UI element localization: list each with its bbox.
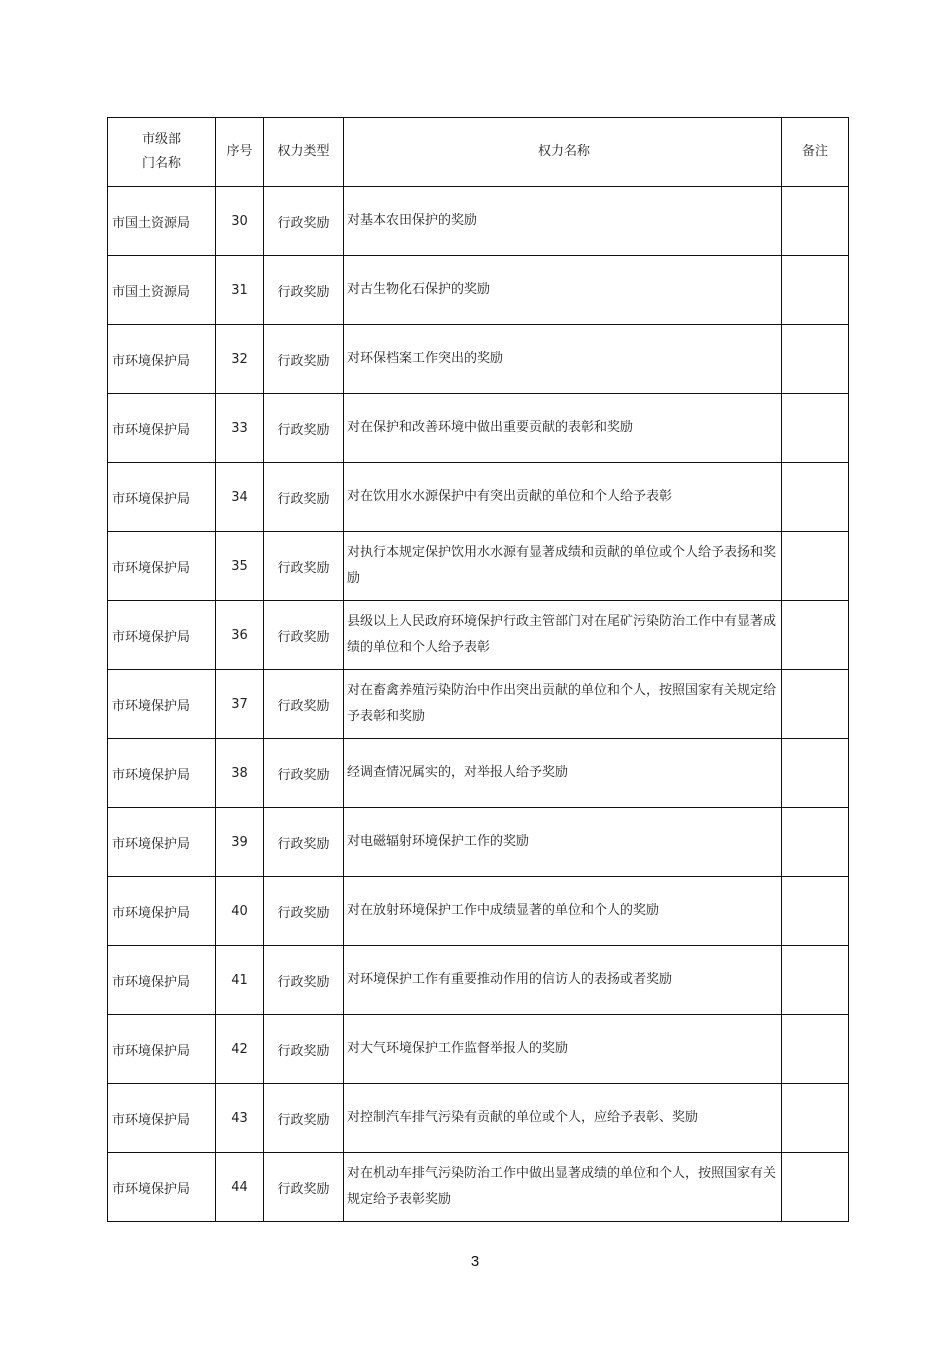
cell-note — [782, 187, 849, 256]
cell-name: 县级以上人民政府环境保护行政主管部门对在尾矿污染防治工作中有显著成绩的单位和个人给予表彰 — [344, 601, 782, 670]
cell-no: 42 — [216, 1015, 264, 1084]
header-dept — [108, 118, 216, 187]
cell-no: 41 — [216, 946, 264, 1015]
cell-no: 32 — [216, 325, 264, 394]
cell-type: 行政奖励 — [264, 187, 344, 256]
cell-note — [782, 256, 849, 325]
cell-no: 35 — [216, 532, 264, 601]
cell-name: 对古生物化石保护的奖励 — [344, 256, 782, 325]
table-header-row — [108, 118, 849, 187]
cell-note — [782, 463, 849, 532]
cell-no: 40 — [216, 877, 264, 946]
cell-dept: 市环境保护局 — [108, 808, 216, 877]
cell-no: 37 — [216, 670, 264, 739]
cell-name: 对执行本规定保护饮用水水源有显著成绩和贡献的单位或个人给予表扬和奖励 — [344, 532, 782, 601]
cell-no: 36 — [216, 601, 264, 670]
cell-type: 行政奖励 — [264, 877, 344, 946]
cell-type: 行政奖励 — [264, 256, 344, 325]
cell-dept: 市环境保护局 — [108, 1015, 216, 1084]
header-dept-line2: 门名称 — [141, 156, 181, 171]
power-list-table — [107, 117, 849, 1222]
cell-no: 39 — [216, 808, 264, 877]
cell-dept: 市环境保护局 — [108, 1084, 216, 1153]
cell-name: 对在饮用水水源保护中有突出贡献的单位和个人给予表彰 — [344, 463, 782, 532]
cell-name: 对环境保护工作有重要推动作用的信访人的表扬或者奖励 — [344, 946, 782, 1015]
cell-dept: 市环境保护局 — [108, 1153, 216, 1222]
cell-dept: 市国土资源局 — [108, 187, 216, 256]
cell-no: 34 — [216, 463, 264, 532]
cell-note — [782, 739, 849, 808]
table-row — [108, 946, 849, 1015]
cell-note — [782, 394, 849, 463]
table-row — [108, 325, 849, 394]
table-row — [108, 739, 849, 808]
table-row — [108, 463, 849, 532]
cell-no: 44 — [216, 1153, 264, 1222]
table-row — [108, 670, 849, 739]
cell-note — [782, 325, 849, 394]
table-row — [108, 394, 849, 463]
header-no: 序号 — [216, 118, 264, 187]
cell-note — [782, 1153, 849, 1222]
cell-name: 对环保档案工作突出的奖励 — [344, 325, 782, 394]
cell-no: 38 — [216, 739, 264, 808]
cell-name: 对在畜禽养殖污染防治中作出突出贡献的单位和个人，按照国家有关规定给予表彰和奖励 — [344, 670, 782, 739]
cell-no: 33 — [216, 394, 264, 463]
header-type: 权力类型 — [264, 118, 344, 187]
cell-note — [782, 670, 849, 739]
cell-note — [782, 808, 849, 877]
table-row — [108, 1153, 849, 1222]
table-row — [108, 256, 849, 325]
header-name: 权力名称 — [344, 118, 782, 187]
cell-name: 经调查情况属实的，对举报人给予奖励 — [344, 739, 782, 808]
header-dept-line1: 市级部 — [141, 132, 181, 147]
cell-type: 行政奖励 — [264, 532, 344, 601]
cell-name: 对基本农田保护的奖励 — [344, 187, 782, 256]
table-row — [108, 187, 849, 256]
header-note: 备注 — [782, 118, 849, 187]
cell-name: 对在放射环境保护工作中成绩显著的单位和个人的奖励 — [344, 877, 782, 946]
cell-dept: 市环境保护局 — [108, 739, 216, 808]
table-row — [108, 601, 849, 670]
cell-type: 行政奖励 — [264, 739, 344, 808]
cell-type: 行政奖励 — [264, 394, 344, 463]
cell-name: 对电磁辐射环境保护工作的奖励 — [344, 808, 782, 877]
cell-name: 对控制汽车排气污染有贡献的单位或个人，应给予表彰、奖励 — [344, 1084, 782, 1153]
cell-name: 对大气环境保护工作监督举报人的奖励 — [344, 1015, 782, 1084]
cell-dept: 市环境保护局 — [108, 325, 216, 394]
cell-type: 行政奖励 — [264, 325, 344, 394]
cell-note — [782, 877, 849, 946]
cell-name: 对在保护和改善环境中做出重要贡献的表彰和奖励 — [344, 394, 782, 463]
cell-dept: 市环境保护局 — [108, 877, 216, 946]
table-row — [108, 808, 849, 877]
cell-no: 30 — [216, 187, 264, 256]
cell-type: 行政奖励 — [264, 463, 344, 532]
cell-type: 行政奖励 — [264, 1153, 344, 1222]
cell-type: 行政奖励 — [264, 1015, 344, 1084]
page-number: 3 — [470, 1253, 480, 1270]
cell-name: 对在机动车排气污染防治工作中做出显著成绩的单位和个人，按照国家有关规定给予表彰奖励 — [344, 1153, 782, 1222]
table-body — [108, 187, 849, 1222]
cell-dept: 市环境保护局 — [108, 532, 216, 601]
cell-no: 31 — [216, 256, 264, 325]
cell-note — [782, 601, 849, 670]
cell-no: 43 — [216, 1084, 264, 1153]
cell-dept: 市环境保护局 — [108, 670, 216, 739]
cell-type: 行政奖励 — [264, 946, 344, 1015]
cell-note — [782, 946, 849, 1015]
table-row — [108, 1015, 849, 1084]
cell-type: 行政奖励 — [264, 808, 344, 877]
cell-dept: 市环境保护局 — [108, 946, 216, 1015]
cell-dept: 市国土资源局 — [108, 256, 216, 325]
cell-dept: 市环境保护局 — [108, 463, 216, 532]
cell-type: 行政奖励 — [264, 1084, 344, 1153]
table-row — [108, 877, 849, 946]
cell-dept: 市环境保护局 — [108, 601, 216, 670]
cell-type: 行政奖励 — [264, 601, 344, 670]
table-row — [108, 1084, 849, 1153]
cell-note — [782, 532, 849, 601]
cell-type: 行政奖励 — [264, 670, 344, 739]
table-row — [108, 532, 849, 601]
cell-note — [782, 1015, 849, 1084]
cell-dept: 市环境保护局 — [108, 394, 216, 463]
cell-note — [782, 1084, 849, 1153]
